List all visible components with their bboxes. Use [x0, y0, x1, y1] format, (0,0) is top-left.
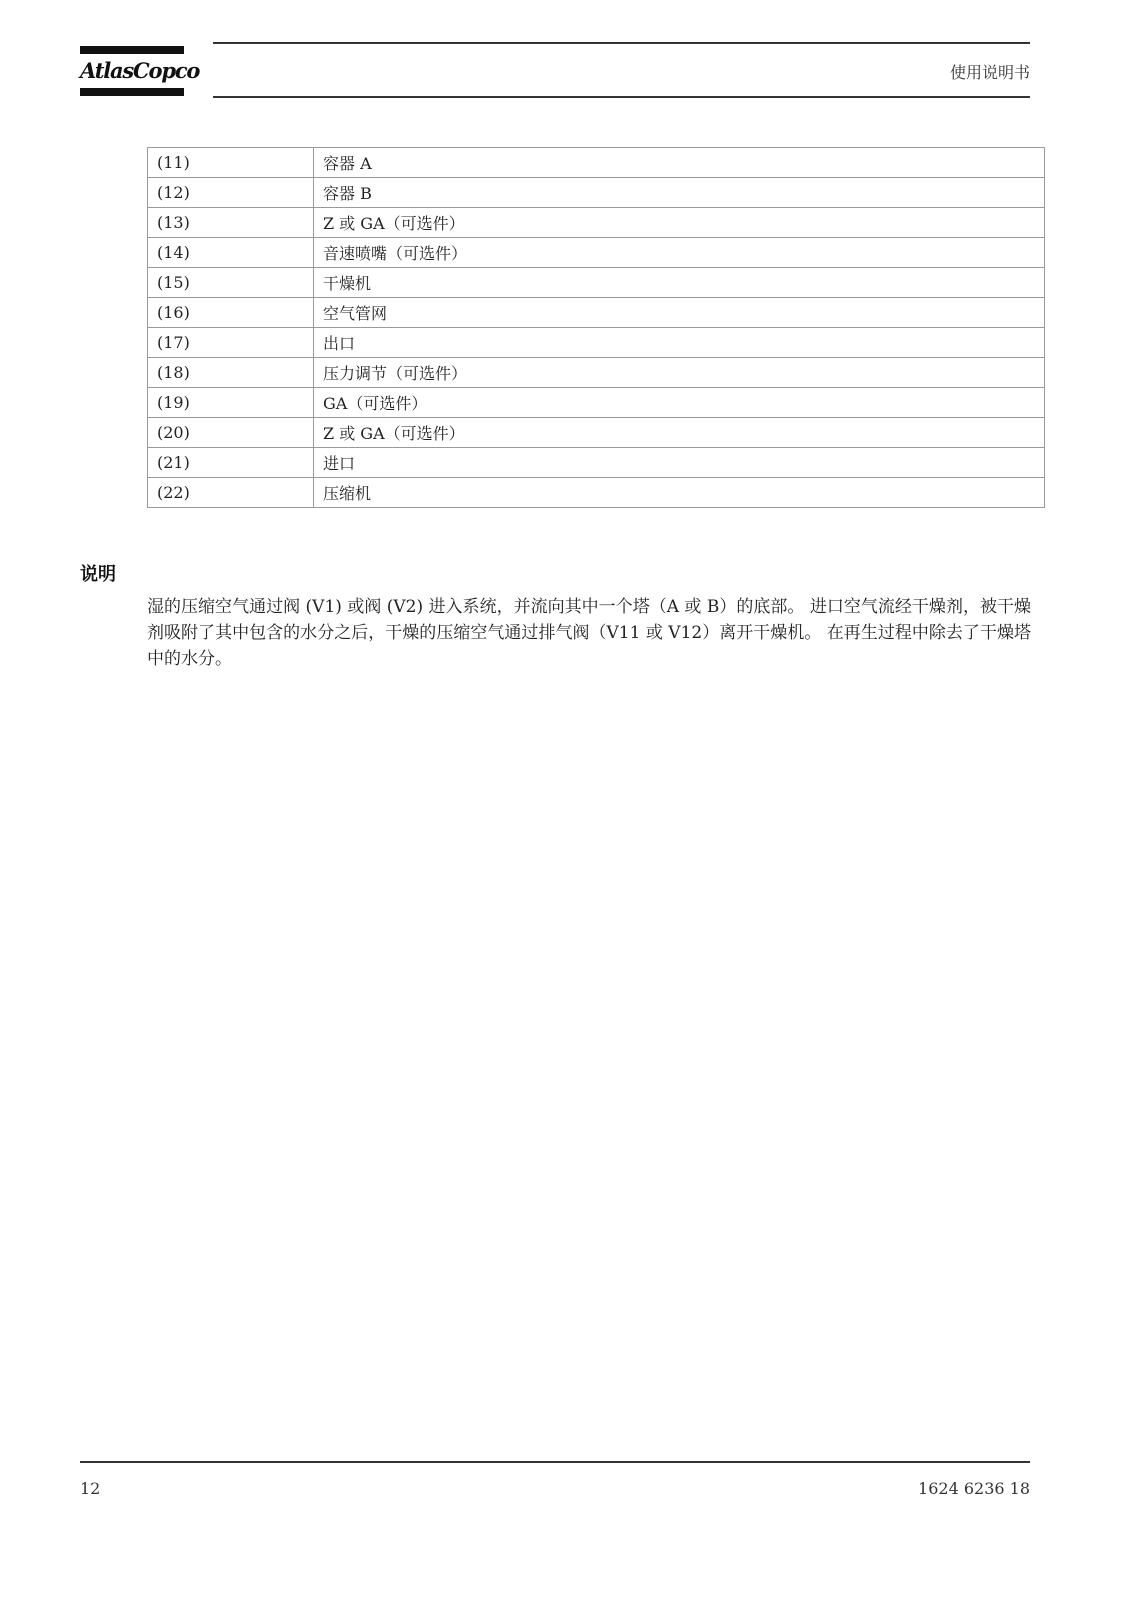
table-row [148, 148, 1045, 178]
part-number: (20) [148, 418, 314, 448]
part-number: (15) [148, 268, 314, 298]
part-description: 容器 B [314, 178, 1045, 208]
part-description: Z 或 GA（可选件） [314, 418, 1045, 448]
table-row [148, 238, 1045, 268]
table-row [148, 388, 1045, 418]
table-row [148, 178, 1045, 208]
footer-rule [80, 1461, 1030, 1463]
part-number: (21) [148, 448, 314, 478]
part-description: 压缩机 [314, 478, 1045, 508]
part-number: (19) [148, 388, 314, 418]
parts-table [147, 147, 1045, 508]
part-number: (11) [148, 148, 314, 178]
document-type-label: 使用说明书 [949, 63, 1030, 82]
table-row [148, 208, 1045, 238]
logo-top-bar [80, 46, 184, 54]
table-row [148, 418, 1045, 448]
section-heading: 说明 [80, 564, 116, 585]
part-number: (18) [148, 358, 314, 388]
atlas-copco-logo [80, 46, 200, 98]
part-number: (14) [148, 238, 314, 268]
table-row [148, 328, 1045, 358]
logo-wordmark: AtlasCopco [80, 58, 200, 83]
document-number: 1624 6236 18 [918, 1479, 1030, 1498]
table-row [148, 298, 1045, 328]
part-description: 出口 [314, 328, 1045, 358]
table-row [148, 358, 1045, 388]
part-description: 压力调节（可选件） [314, 358, 1045, 388]
part-description: 音速喷嘴（可选件） [314, 238, 1045, 268]
part-number: (17) [148, 328, 314, 358]
header-rule-bottom [213, 96, 1030, 98]
logo-bottom-bar [80, 88, 184, 96]
part-number: (22) [148, 478, 314, 508]
part-description: GA（可选件） [314, 388, 1045, 418]
table-row [148, 268, 1045, 298]
part-number: (12) [148, 178, 314, 208]
part-description: Z 或 GA（可选件） [314, 208, 1045, 238]
table-row [148, 448, 1045, 478]
part-description: 容器 A [314, 148, 1045, 178]
table-row [148, 478, 1045, 508]
header-rule-top [213, 42, 1030, 44]
page-number: 12 [80, 1479, 101, 1498]
section-paragraph: 湿的压缩空气通过阀 (V1) 或阀 (V2) 进入系统，并流向其中一个塔（A 或 B）的底部。 进口空气流经干燥剂，被干燥剂吸附了其中包含的水分之后，干燥的压缩空气通过排气阀（V11 或 V12）离开干燥机。 在再生过程中除去了干燥塔中的水分。 [147, 597, 1031, 669]
part-number: (13) [148, 208, 314, 238]
part-number: (16) [148, 298, 314, 328]
part-description: 进口 [314, 448, 1045, 478]
part-description: 空气管网 [314, 298, 1045, 328]
part-description: 干燥机 [314, 268, 1045, 298]
